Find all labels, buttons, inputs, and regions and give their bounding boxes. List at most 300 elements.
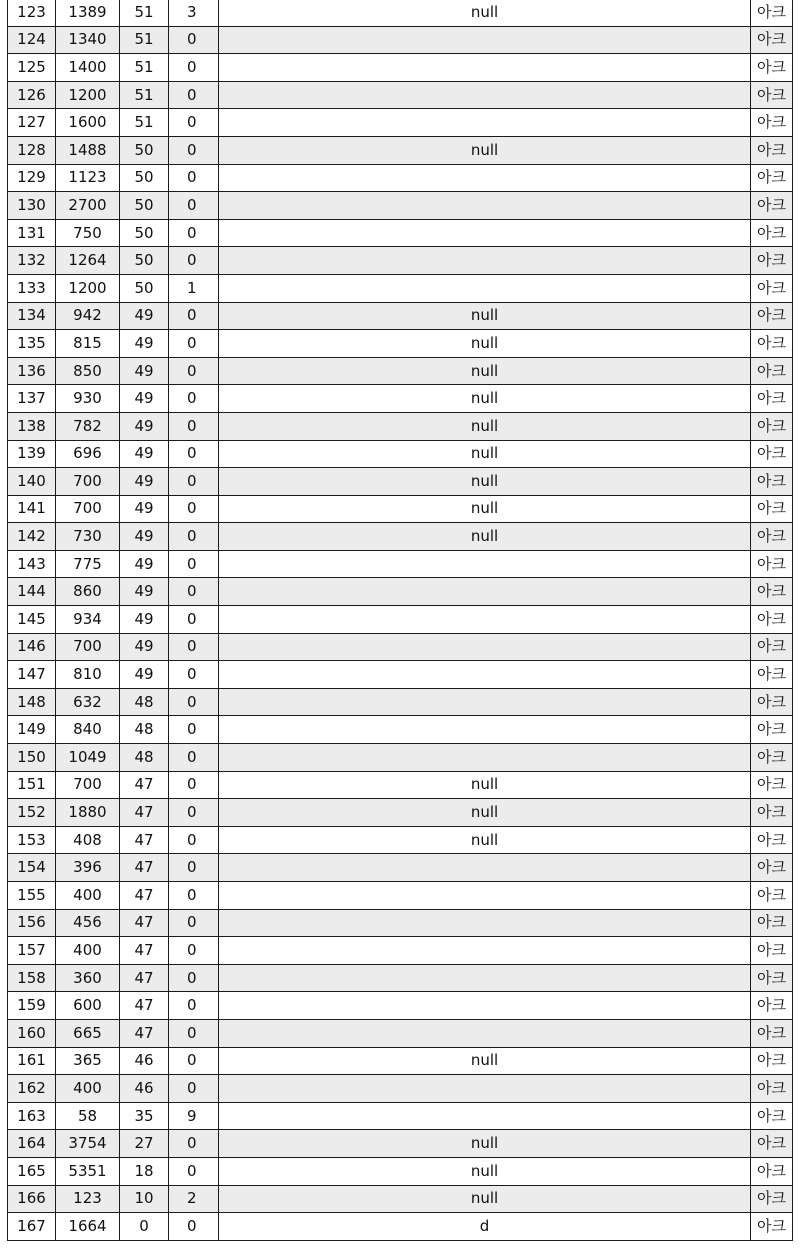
row-value-cell: 400 [56,882,120,910]
row-level-cell: 50 [120,247,169,275]
row-count-cell: 0 [169,826,219,854]
row-note-cell: null [219,412,751,440]
row-tag-cell: 아크 [751,302,793,330]
row-value-cell: 696 [56,440,120,468]
row-edge-cell [793,274,800,302]
row-index-cell: 161 [8,1047,56,1075]
row-index-cell: 159 [8,992,56,1020]
row-index-cell: 164 [8,1130,56,1158]
row-level-cell: 47 [120,1019,169,1047]
row-count-cell: 0 [169,330,219,358]
row-count-cell: 0 [169,26,219,54]
row-value-cell: 365 [56,1047,120,1075]
row-value-cell: 840 [56,716,120,744]
row-tag-cell: 아크 [751,412,793,440]
row-count-cell: 0 [169,1213,219,1241]
row-value-cell: 600 [56,992,120,1020]
row-count-cell: 0 [169,302,219,330]
row-index-cell: 160 [8,1019,56,1047]
row-count-cell: 0 [169,1019,219,1047]
row-value-cell: 1488 [56,136,120,164]
row-tag-cell: 아크 [751,219,793,247]
row-tag-cell: 아크 [751,330,793,358]
row-level-cell: 50 [120,164,169,192]
row-edge-cell [793,688,800,716]
row-level-cell: 18 [120,1157,169,1185]
row-tag-cell: 아크 [751,1157,793,1185]
row-index-cell: 141 [8,495,56,523]
row-index-cell: 150 [8,744,56,772]
table-row [8,412,800,440]
table-row [8,578,800,606]
row-edge-cell [793,192,800,220]
table-row [8,26,800,54]
table-row [8,523,800,551]
row-edge-cell [793,937,800,965]
row-level-cell: 48 [120,744,169,772]
row-edge-cell [793,385,800,413]
row-index-cell: 131 [8,219,56,247]
row-edge-cell [793,26,800,54]
row-tag-cell: 아크 [751,937,793,965]
table-row [8,716,800,744]
table-row [8,247,800,275]
row-index-cell: 162 [8,1075,56,1103]
row-value-cell: 1340 [56,26,120,54]
row-edge-cell [793,633,800,661]
table-row [8,1102,800,1130]
row-level-cell: 47 [120,854,169,882]
row-value-cell: 1664 [56,1213,120,1241]
row-count-cell: 0 [169,164,219,192]
row-edge-cell [793,1185,800,1213]
row-tag-cell: 아크 [751,136,793,164]
row-index-cell: 137 [8,385,56,413]
table-row [8,357,800,385]
row-note-cell: null [219,440,751,468]
row-index-cell: 146 [8,633,56,661]
row-value-cell: 408 [56,826,120,854]
row-note-cell [219,578,751,606]
row-level-cell: 49 [120,606,169,634]
row-tag-cell: 아크 [751,1047,793,1075]
row-count-cell: 0 [169,716,219,744]
row-index-cell: 163 [8,1102,56,1130]
row-edge-cell [793,1047,800,1075]
row-level-cell: 49 [120,412,169,440]
row-value-cell: 1600 [56,109,120,137]
row-tag-cell: 아크 [751,882,793,910]
row-count-cell: 0 [169,1157,219,1185]
row-count-cell: 0 [169,909,219,937]
row-note-cell: null [219,468,751,496]
row-note-cell: null [219,1047,751,1075]
row-count-cell: 0 [169,219,219,247]
row-count-cell: 0 [169,744,219,772]
row-index-cell: 155 [8,882,56,910]
row-count-cell: 0 [169,1075,219,1103]
row-tag-cell: 아크 [751,633,793,661]
row-note-cell [219,81,751,109]
row-value-cell: 1880 [56,799,120,827]
row-level-cell: 46 [120,1075,169,1103]
row-level-cell: 49 [120,578,169,606]
row-note-cell [219,274,751,302]
row-note-cell [219,909,751,937]
row-count-cell: 0 [169,412,219,440]
table-row [8,633,800,661]
row-index-cell: 153 [8,826,56,854]
table-row [8,688,800,716]
row-index-cell: 134 [8,302,56,330]
row-index-cell: 151 [8,771,56,799]
row-tag-cell: 아크 [751,495,793,523]
row-count-cell: 0 [169,192,219,220]
row-index-cell: 138 [8,412,56,440]
row-index-cell: 167 [8,1213,56,1241]
row-count-cell: 0 [169,385,219,413]
table-row [8,854,800,882]
row-value-cell: 400 [56,937,120,965]
row-level-cell: 49 [120,550,169,578]
row-edge-cell [793,440,800,468]
row-value-cell: 700 [56,495,120,523]
row-index-cell: 140 [8,468,56,496]
row-index-cell: 154 [8,854,56,882]
table-row [8,550,800,578]
row-index-cell: 152 [8,799,56,827]
row-level-cell: 48 [120,688,169,716]
row-edge-cell [793,302,800,330]
row-level-cell: 49 [120,302,169,330]
row-level-cell: 51 [120,0,169,26]
row-edge-cell [793,716,800,744]
table-row [8,771,800,799]
table-row [8,468,800,496]
table-row [8,826,800,854]
row-edge-cell [793,330,800,358]
row-index-cell: 125 [8,54,56,82]
row-tag-cell: 아크 [751,81,793,109]
row-tag-cell: 아크 [751,385,793,413]
row-value-cell: 730 [56,523,120,551]
row-level-cell: 35 [120,1102,169,1130]
row-count-cell: 0 [169,606,219,634]
table-row [8,330,800,358]
row-value-cell: 942 [56,302,120,330]
row-level-cell: 49 [120,661,169,689]
row-value-cell: 782 [56,412,120,440]
row-edge-cell [793,1019,800,1047]
row-edge-cell [793,744,800,772]
row-value-cell: 5351 [56,1157,120,1185]
table-row [8,54,800,82]
table-row [8,0,800,26]
row-value-cell: 1123 [56,164,120,192]
row-tag-cell: 아크 [751,826,793,854]
row-edge-cell [793,826,800,854]
row-index-cell: 147 [8,661,56,689]
row-value-cell: 860 [56,578,120,606]
row-edge-cell [793,992,800,1020]
row-value-cell: 700 [56,468,120,496]
row-level-cell: 49 [120,523,169,551]
row-value-cell: 360 [56,964,120,992]
row-edge-cell [793,1102,800,1130]
row-level-cell: 49 [120,633,169,661]
row-count-cell: 0 [169,1047,219,1075]
table-row [8,937,800,965]
table-body [8,0,800,1240]
row-note-cell [219,192,751,220]
row-count-cell: 0 [169,992,219,1020]
row-tag-cell: 아크 [751,523,793,551]
row-count-cell: 0 [169,440,219,468]
table-row [8,219,800,247]
table-row [8,909,800,937]
row-count-cell: 0 [169,550,219,578]
row-note-cell [219,606,751,634]
row-note-cell: null [219,136,751,164]
row-value-cell: 665 [56,1019,120,1047]
row-index-cell: 126 [8,81,56,109]
row-edge-cell [793,523,800,551]
row-count-cell: 0 [169,54,219,82]
row-edge-cell [793,247,800,275]
row-count-cell: 0 [169,771,219,799]
row-note-cell: null [219,330,751,358]
row-tag-cell: 아크 [751,909,793,937]
row-note-cell [219,1019,751,1047]
row-note-cell: null [219,771,751,799]
row-level-cell: 50 [120,274,169,302]
row-value-cell: 700 [56,771,120,799]
row-edge-cell [793,854,800,882]
row-note-cell [219,882,751,910]
table-row [8,385,800,413]
row-level-cell: 10 [120,1185,169,1213]
row-level-cell: 27 [120,1130,169,1158]
row-index-cell: 143 [8,550,56,578]
row-tag-cell: 아크 [751,854,793,882]
row-count-cell: 0 [169,136,219,164]
row-value-cell: 1200 [56,81,120,109]
table-row [8,882,800,910]
row-note-cell [219,937,751,965]
row-tag-cell: 아크 [751,550,793,578]
row-note-cell: null [219,1185,751,1213]
table-row [8,1047,800,1075]
row-tag-cell: 아크 [751,578,793,606]
row-count-cell: 2 [169,1185,219,1213]
row-value-cell: 750 [56,219,120,247]
row-count-cell: 0 [169,523,219,551]
row-note-cell: null [219,495,751,523]
row-index-cell: 130 [8,192,56,220]
row-note-cell [219,1075,751,1103]
row-note-cell: null [219,357,751,385]
row-index-cell: 166 [8,1185,56,1213]
row-value-cell: 850 [56,357,120,385]
row-level-cell: 47 [120,992,169,1020]
table-row [8,992,800,1020]
row-note-cell [219,1102,751,1130]
table-row [8,964,800,992]
table-row [8,495,800,523]
row-value-cell: 934 [56,606,120,634]
row-value-cell: 1264 [56,247,120,275]
table-row [8,1157,800,1185]
row-edge-cell [793,909,800,937]
table-row [8,274,800,302]
row-value-cell: 1389 [56,0,120,26]
row-level-cell: 0 [120,1213,169,1241]
table-row [8,1185,800,1213]
row-count-cell: 0 [169,854,219,882]
row-count-cell: 0 [169,661,219,689]
row-note-cell [219,744,751,772]
row-edge-cell [793,412,800,440]
row-note-cell [219,633,751,661]
row-value-cell: 456 [56,909,120,937]
row-level-cell: 50 [120,192,169,220]
row-level-cell: 50 [120,219,169,247]
row-edge-cell [793,771,800,799]
row-edge-cell [793,578,800,606]
table-row [8,744,800,772]
data-table-wrapper [7,0,800,1241]
row-note-cell [219,164,751,192]
row-count-cell: 0 [169,578,219,606]
row-count-cell: 0 [169,495,219,523]
row-level-cell: 48 [120,716,169,744]
row-index-cell: 127 [8,109,56,137]
row-index-cell: 165 [8,1157,56,1185]
row-level-cell: 47 [120,771,169,799]
row-tag-cell: 아크 [751,247,793,275]
row-tag-cell: 아크 [751,1102,793,1130]
table-row [8,1075,800,1103]
row-index-cell: 133 [8,274,56,302]
row-value-cell: 2700 [56,192,120,220]
row-edge-cell [793,799,800,827]
table-row [8,440,800,468]
row-tag-cell: 아크 [751,164,793,192]
row-note-cell [219,854,751,882]
row-edge-cell [793,661,800,689]
row-edge-cell [793,219,800,247]
row-tag-cell: 아크 [751,1213,793,1241]
row-edge-cell [793,54,800,82]
row-note-cell [219,219,751,247]
row-note-cell: null [219,0,751,26]
row-value-cell: 1200 [56,274,120,302]
row-index-cell: 156 [8,909,56,937]
row-note-cell: null [219,385,751,413]
row-tag-cell: 아크 [751,964,793,992]
row-value-cell: 396 [56,854,120,882]
row-note-cell [219,716,751,744]
row-level-cell: 47 [120,937,169,965]
row-count-cell: 0 [169,109,219,137]
row-level-cell: 51 [120,54,169,82]
row-note-cell: null [219,523,751,551]
row-edge-cell [793,1130,800,1158]
row-tag-cell: 아크 [751,1130,793,1158]
row-level-cell: 47 [120,882,169,910]
row-tag-cell: 아크 [751,799,793,827]
row-level-cell: 50 [120,136,169,164]
row-index-cell: 129 [8,164,56,192]
table-row [8,799,800,827]
row-edge-cell [793,495,800,523]
row-index-cell: 158 [8,964,56,992]
row-value-cell: 400 [56,1075,120,1103]
row-value-cell: 810 [56,661,120,689]
row-value-cell: 930 [56,385,120,413]
row-index-cell: 142 [8,523,56,551]
row-edge-cell [793,550,800,578]
row-edge-cell [793,109,800,137]
row-edge-cell [793,81,800,109]
row-level-cell: 49 [120,495,169,523]
row-note-cell [219,26,751,54]
table-row [8,302,800,330]
row-edge-cell [793,357,800,385]
row-edge-cell [793,964,800,992]
row-level-cell: 47 [120,799,169,827]
row-tag-cell: 아크 [751,357,793,385]
table-row [8,109,800,137]
row-tag-cell: 아크 [751,26,793,54]
data-table [7,0,800,1241]
row-count-cell: 3 [169,0,219,26]
row-note-cell: null [219,1157,751,1185]
row-count-cell: 0 [169,247,219,275]
row-count-cell: 0 [169,633,219,661]
row-note-cell [219,54,751,82]
row-count-cell: 1 [169,274,219,302]
row-note-cell: null [219,826,751,854]
row-value-cell: 1400 [56,54,120,82]
row-note-cell [219,661,751,689]
row-index-cell: 124 [8,26,56,54]
row-count-cell: 0 [169,799,219,827]
row-level-cell: 49 [120,357,169,385]
row-tag-cell: 아크 [751,716,793,744]
row-level-cell: 51 [120,81,169,109]
row-note-cell [219,688,751,716]
row-value-cell: 775 [56,550,120,578]
row-tag-cell: 아크 [751,109,793,137]
row-tag-cell: 아크 [751,661,793,689]
row-tag-cell: 아크 [751,744,793,772]
row-tag-cell: 아크 [751,688,793,716]
row-edge-cell [793,136,800,164]
row-value-cell: 58 [56,1102,120,1130]
row-count-cell: 0 [169,882,219,910]
row-tag-cell: 아크 [751,0,793,26]
row-value-cell: 123 [56,1185,120,1213]
row-tag-cell: 아크 [751,468,793,496]
row-edge-cell [793,0,800,26]
row-level-cell: 47 [120,909,169,937]
row-note-cell: d [219,1213,751,1241]
row-level-cell: 46 [120,1047,169,1075]
row-edge-cell [793,164,800,192]
row-edge-cell [793,468,800,496]
row-index-cell: 148 [8,688,56,716]
